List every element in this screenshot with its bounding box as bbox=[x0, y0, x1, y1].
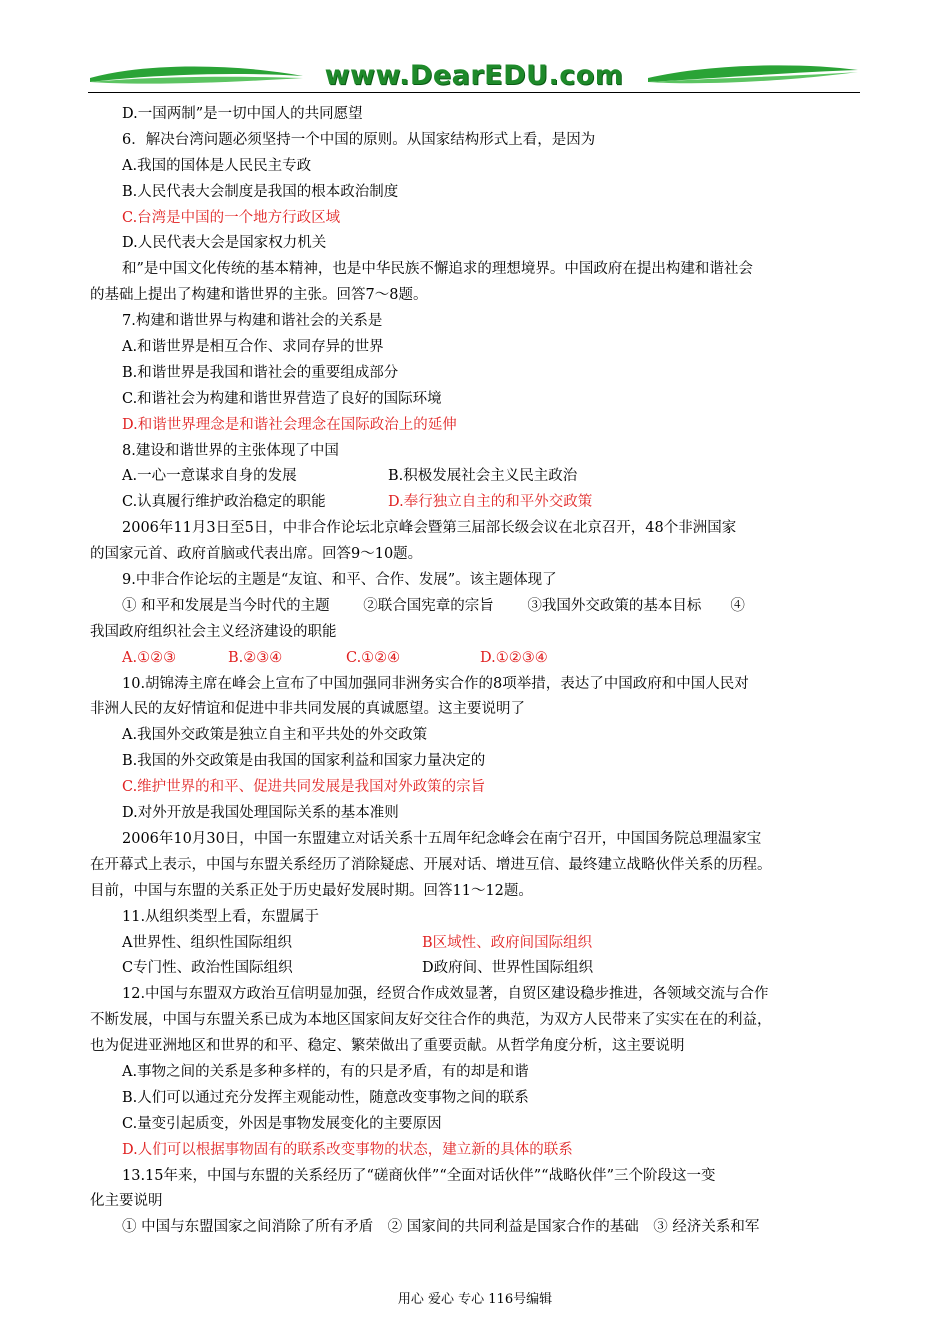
q7-option-d-answer: D.和谐世界理念是和谐社会理念在国际政治上的延伸 bbox=[122, 416, 457, 433]
q6-option-c-answer: C.台湾是中国的一个地方行政区域 bbox=[122, 209, 341, 226]
q5-option-d: D.一国两制”是一切中国人的共同愿望 bbox=[122, 106, 363, 122]
q11-options-cd bbox=[90, 956, 860, 982]
passage-11-12-line3: 目前，中国与东盟的关系正处于历史最好发展时期。回答11～12题。 bbox=[90, 882, 533, 899]
q6-option-b: B.人民代表大会制度是我国的根本政治制度 bbox=[122, 183, 399, 200]
q7-option-c: C.和谐社会为构建和谐世界营造了良好的国际环境 bbox=[122, 390, 442, 407]
passage-7-8-line2: 的基础上提出了构建和谐世界的主张。回答7～8题。 bbox=[90, 287, 428, 304]
q8-stem: 8.建设和谐世界的主张体现了中国 bbox=[122, 442, 339, 459]
q11-options-ab bbox=[90, 931, 860, 957]
header-rule bbox=[88, 92, 860, 93]
q11-option-c: C专门性、政治性国际组织 bbox=[122, 960, 293, 977]
q13-statements: ① 中国与东盟国家之间消除了所有矛盾 ② 国家间的共同利益是国家合作的基础 ③ 经济关系和军 bbox=[122, 1219, 760, 1236]
q9-option-b: B.②③④ bbox=[228, 649, 283, 666]
q10-option-b: B.我国的外交政策是由我国的国家利益和国家力量决定的 bbox=[122, 753, 486, 770]
q7-stem: 7.构建和谐世界与构建和谐社会的关系是 bbox=[122, 313, 383, 330]
q10-stem-line1: 10.胡锦涛主席在峰会上宣布了中国加强同非洲务实合作的8项举措，表达了中国政府和中国人民对 bbox=[122, 675, 749, 692]
q8-options-cd bbox=[90, 490, 860, 516]
q11-stem: 11.从组织类型上看，东盟属于 bbox=[122, 908, 320, 925]
document-body bbox=[90, 102, 860, 1241]
q6-option-d: D.人民代表大会是国家权力机关 bbox=[122, 235, 327, 252]
q7-option-b: B.和谐世界是我国和谐社会的重要组成部分 bbox=[122, 364, 399, 381]
q12-option-d-answer: D.人们可以根据事物固有的联系改变事物的状态，建立新的具体的联系 bbox=[122, 1141, 573, 1158]
page-footer: 用心 爱心 专心 116号编辑 bbox=[397, 1292, 553, 1307]
q8-option-b: B.积极发展社会主义民主政治 bbox=[388, 468, 578, 485]
q6-stem: 6．解决台湾问题必须坚持一个中国的原则。从国家结构形式上看，是因为 bbox=[122, 131, 596, 148]
q9-stem: 9.中非合作论坛的主题是“友谊、和平、合作、发展”。该主题体现了 bbox=[122, 572, 557, 589]
site-logo[interactable]: www.DearEDU.com bbox=[324, 60, 624, 91]
q8-options-ab bbox=[90, 464, 860, 490]
q10-option-c-answer: C.维护世界的和平、促进共同发展是我国对外政策的宗旨 bbox=[122, 779, 486, 796]
q10-option-a: A.我国外交政策是独立自主和平共处的外交政策 bbox=[122, 727, 428, 744]
q8-option-d-answer: D.奉行独立自主的和平外交政策 bbox=[388, 494, 593, 511]
q12-stem-line2: 不断发展，中国与东盟关系已成为本地区国家间友好交往合作的典范，为双方人民带来了实实在在的利益， bbox=[90, 1012, 772, 1029]
passage-9-10-line1: 2006年11月3日至5日，中非合作论坛北京峰会暨第三届部长级会议在北京召开，48个非洲国家 bbox=[122, 520, 737, 537]
q11-option-a: A世界性、组织性国际组织 bbox=[122, 934, 292, 951]
q13-stem-line2: 化主要说明 bbox=[90, 1193, 163, 1210]
q9-statements-cont: 我国政府组织社会主义经济建设的职能 bbox=[90, 623, 337, 640]
q12-option-b: B.人们可以通过充分发挥主观能动性，随意改变事物之间的联系 bbox=[122, 1089, 529, 1106]
passage-11-12-line2: 在开幕式上表示，中国与东盟关系经历了消除疑虑、开展对话、增进互信、最终建立战略伙伴关系的历程。 bbox=[90, 856, 772, 873]
q12-stem-line1: 12.中国与东盟双方政治互信明显加强，经贸合作成效显著，自贸区建设稳步推进，各领域交流与合作 bbox=[122, 986, 769, 1003]
q13-stem-line1: 13.15年来，中国与东盟的关系经历了“磋商伙伴”“全面对话伙伴”“战略伙伴”三个阶段这一变 bbox=[122, 1167, 716, 1184]
q9-statements: ① 和平和发展是当今时代的主题 ②联合国宪章的宗旨 ③我国外交政策的基本目标 ④ bbox=[122, 597, 745, 614]
q10-option-d: D.对外开放是我国处理国际关系的基本准则 bbox=[122, 805, 399, 822]
q7-option-a: A.和谐世界是相互合作、求同存异的世界 bbox=[122, 339, 384, 356]
q12-option-c: C.量变引起质变，外因是事物发展变化的主要原因 bbox=[122, 1115, 442, 1132]
q6-option-a: A.我国的国体是人民民主专政 bbox=[122, 157, 312, 174]
q9-option-d: D.①②③④ bbox=[480, 649, 548, 666]
passage-9-10-line2: 的国家元首、政府首脑或代表出席。回答9～10题。 bbox=[90, 546, 423, 563]
q9-option-c: C.①②④ bbox=[346, 649, 401, 666]
q9-option-a: A.①②③ bbox=[122, 649, 177, 666]
q11-option-d: D政府间、世界性国际组织 bbox=[422, 960, 594, 977]
q8-option-c: C.认真履行维护政治稳定的职能 bbox=[122, 494, 326, 511]
q12-stem-line3: 也为促进亚洲地区和世界的和平、稳定、繁荣做出了重要贡献。从哲学角度分析，这主要说明 bbox=[90, 1038, 685, 1055]
q8-option-a: A.一心一意谋求自身的发展 bbox=[122, 468, 297, 485]
q11-option-b-answer: B区域性、政府间国际组织 bbox=[422, 934, 593, 951]
q9-options bbox=[90, 646, 860, 672]
q12-option-a: A.事物之间的关系是多种多样的，有的只是矛盾，有的却是和谐 bbox=[122, 1063, 529, 1080]
passage-11-12-line1: 2006年10月30日，中国一东盟建立对话关系十五周年纪念峰会在南宁召开，中国国务院总理温家宝 bbox=[122, 830, 762, 847]
q10-stem-line2: 非洲人民的友好情谊和促进中非共同发展的真诚愿望。这主要说明了 bbox=[90, 701, 525, 718]
passage-7-8-line1: 和”是中国文化传统的基本精神，也是中华民族不懈追求的理想境界。中国政府在提出构建和谐社会 bbox=[122, 261, 753, 278]
